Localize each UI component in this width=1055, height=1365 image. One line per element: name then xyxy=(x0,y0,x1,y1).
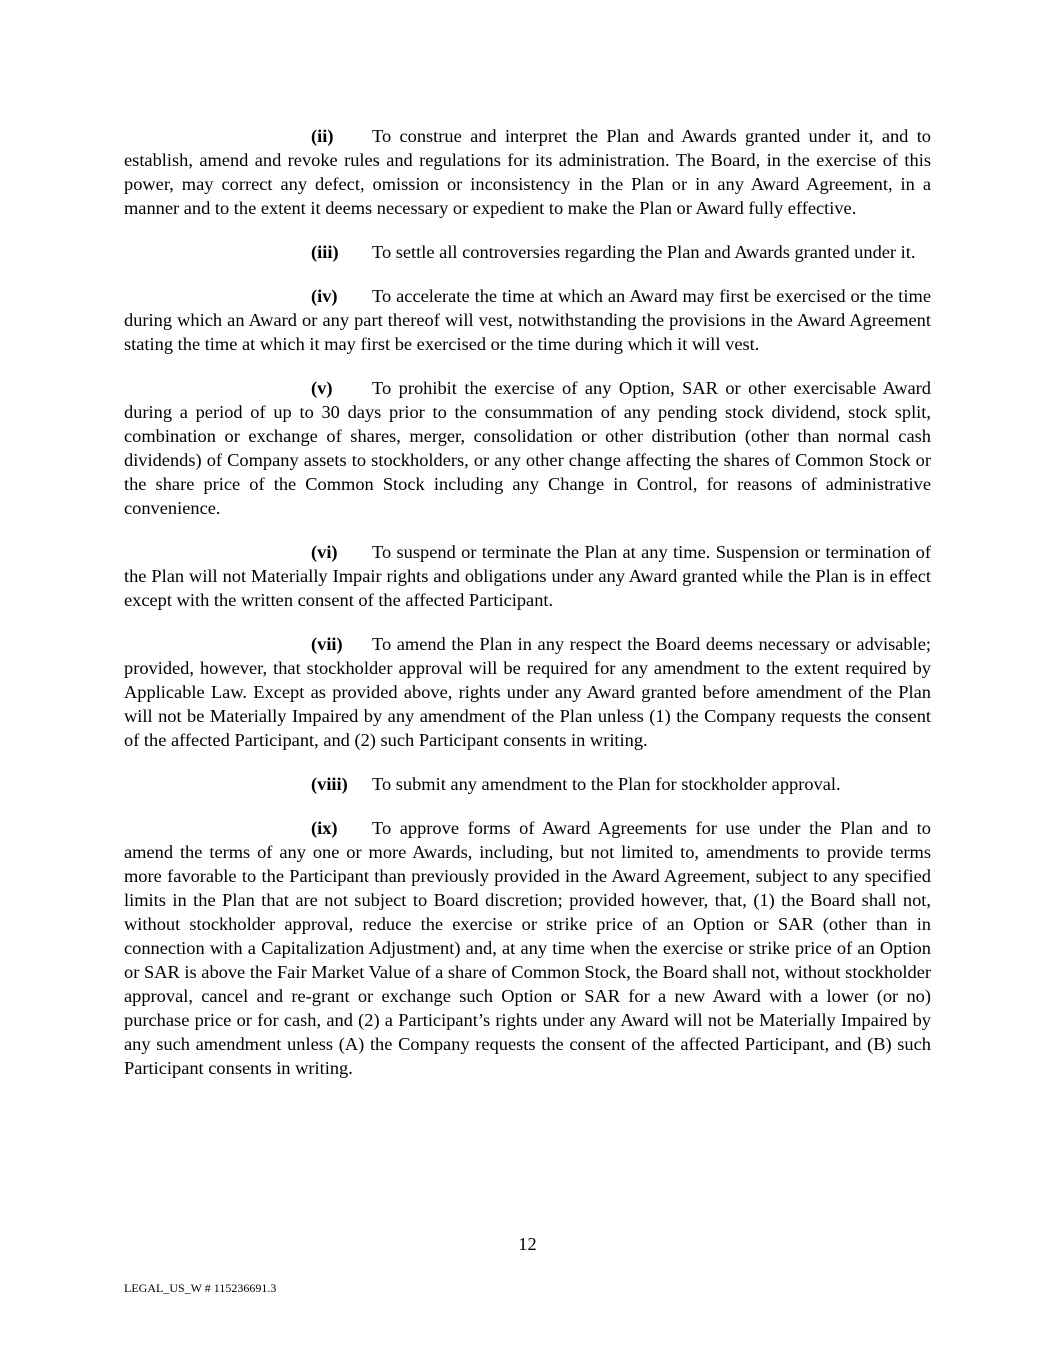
paragraph-text: To settle all controversies regarding the Plan and Awards granted under it. xyxy=(372,242,916,262)
paragraph-number: (vii) xyxy=(311,634,343,654)
paragraph-text: To amend the Plan in any respect the Board deems necessary or advisable; provided, however, that stockholder approval will be required for any amendment to the extent required by Applicable Law. Except as provided above, rights under any Award granted before amendment of the Plan will not be Materially Impaired by any amendment of the Plan unless (1) the Company requests the consent of the affected Participant, and (2) such Participant consents in writing. xyxy=(124,634,931,750)
paragraph-number: (ii) xyxy=(311,126,334,146)
page-number: 12 xyxy=(518,1234,537,1254)
paragraph-number: (iv) xyxy=(311,286,338,306)
paragraph-vii xyxy=(124,632,931,752)
paragraph-ii xyxy=(124,124,931,220)
paragraph-viii xyxy=(124,772,931,796)
paragraph-iii xyxy=(124,240,931,264)
paragraph-number: (v) xyxy=(311,378,333,398)
paragraph-text: To prohibit the exercise of any Option, SAR or other exercisable Award during a period of up to 30 days prior to the consummation of any pending stock dividend, stock split, combination or exchange of shares, merger, consolidation or other distribution (other than normal cash dividends) of Company assets to stockholders, or any other change affecting the shares of Common Stock or the share price of the Common Stock including any Change in Control, for reasons of administrative convenience. xyxy=(124,378,931,518)
paragraph-text: To accelerate the time at which an Award may first be exercised or the time during which an Award or any part thereof will vest, notwithstanding the provisions in the Award Agreement stating the time at which it may first be exercised or the time during which it will vest. xyxy=(124,286,931,354)
paragraph-v xyxy=(124,376,931,520)
paragraph-text: To construe and interpret the Plan and Awards granted under it, and to establish, amend and revoke rules and regulations for its administration. The Board, in the exercise of this power, may correct any defect, omission or inconsistency in the Plan or in any Award Agreement, in a manner and to the extent it deems necessary or expedient to make the Plan or Award fully effective. xyxy=(124,126,931,218)
paragraph-number: (vi) xyxy=(311,542,338,562)
document-footer-id: LEGAL_US_W # 115236691.3 xyxy=(124,1281,277,1295)
paragraph-iv xyxy=(124,284,931,356)
paragraph-number: (ix) xyxy=(311,818,338,838)
paragraph-vi xyxy=(124,540,931,612)
paragraph-number: (iii) xyxy=(311,242,339,262)
document-body xyxy=(124,124,931,1100)
paragraph-ix xyxy=(124,816,931,1080)
paragraph-text: To submit any amendment to the Plan for stockholder approval. xyxy=(372,774,841,794)
paragraph-text: To approve forms of Award Agreements for use under the Plan and to amend the terms of any one or more Awards, including, but not limited to, amendments to provide terms more favorable to the Participant than previously provided in the Award Agreement, subject to any specified limits in the Plan that are not subject to Board discretion; provided however, that, (1) the Board shall not, without stockholder approval, reduce the exercise or strike price of an Option or SAR (other than in connection with a Capitalization Adjustment) and, at any time when the exercise or strike price of an Option or SAR is above the Fair Market Value of a share of Common Stock, the Board shall not, without stockholder approval, cancel and re-grant or exchange such Option or SAR for a new Award with a lower (or no) purchase price or for cash, and (2) a Participant’s rights under any Award will not be Materially Impaired by any such amendment unless (A) the Company requests the consent of the affected Participant, and (B) such Participant consents in writing. xyxy=(124,818,931,1078)
paragraph-number: (viii) xyxy=(311,774,348,794)
paragraph-text: To suspend or terminate the Plan at any time. Suspension or termination of the Plan will not Materially Impair rights and obligations under any Award granted while the Plan is in effect except with the written consent of the affected Participant. xyxy=(124,542,931,610)
